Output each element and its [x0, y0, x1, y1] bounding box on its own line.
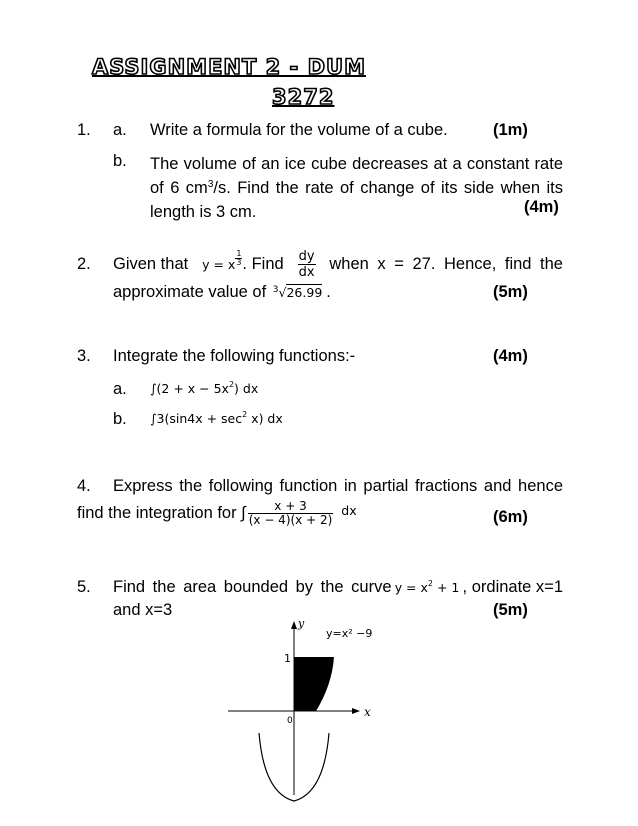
q3-number: 3. [77, 347, 91, 365]
q1a-marks: (1m) [493, 121, 528, 139]
q5-text-1: Find the area bounded by the curve [113, 578, 392, 596]
q2-root-sign: √ [278, 285, 287, 300]
q5-number: 5. [77, 578, 91, 596]
q2-number: 2. [77, 255, 91, 273]
q2-exp-num: 1 [236, 248, 242, 258]
q1b-superscript: 3 [207, 179, 214, 190]
q2-dy: dy [298, 248, 315, 264]
q3a-expression [150, 381, 258, 396]
q4-dx: dx [341, 503, 357, 518]
q2-line-2 [113, 283, 331, 302]
q5-curve [395, 580, 460, 595]
q1-number: 1. [77, 121, 91, 139]
q3b-expr-part2: x) dx [247, 411, 283, 426]
q4-line-2 [77, 500, 357, 527]
q3b-label: b. [113, 410, 127, 428]
q5-curve-sup: 2 [427, 579, 433, 588]
q3a-label: a. [113, 380, 127, 398]
tick-label-1: 1 [284, 652, 291, 665]
q2-derivative [298, 249, 316, 280]
x-axis-label: x [364, 705, 371, 719]
q3a-expr-part2: ) dx [234, 381, 259, 396]
origin-label: 0 [287, 716, 293, 726]
q1a-label: a. [113, 121, 127, 139]
q1a-text: Write a formula for the volume of a cube. [150, 121, 448, 139]
q2-approx-text: approximate value of [113, 283, 267, 301]
q3b-expr-part1: ∫3(sin4x + sec [150, 411, 243, 426]
q2-dx: dx [298, 264, 315, 280]
x-axis-arrow [352, 708, 360, 714]
q1b-marks: (4m) [524, 198, 559, 216]
q4-frac-num: x + 3 [248, 500, 334, 514]
q3a-expr-part1: ∫(2 + x − 5x [150, 381, 229, 396]
q2-line-1 [113, 246, 563, 282]
y-axis-label: y [298, 617, 305, 630]
q2-eq-y: y = x [202, 256, 236, 272]
q1b-text [150, 152, 563, 224]
q2-when-text: when x = 27. Hence, find the [329, 254, 563, 273]
q2-find: . Find [242, 254, 284, 273]
q4-frac-den: (x − 4)(x + 2) [248, 513, 333, 527]
q5-marks: (5m) [493, 601, 528, 619]
q5-text-3: and x=3 [113, 601, 173, 619]
q4-number: 4. [77, 477, 91, 495]
q2-given-that: Given that [113, 254, 189, 273]
q4-text-2: find the integration for ∫ [77, 504, 246, 522]
q3-text: Integrate the following functions:- [113, 347, 356, 365]
q2-marks: (5m) [493, 283, 528, 301]
q3b-sup: 2 [242, 410, 248, 419]
q1b-label: b. [113, 152, 127, 170]
q2-exp-den: 3 [236, 257, 242, 267]
curve-label: y=x² −9 [326, 627, 373, 640]
q2-root-value: 26.99 [286, 285, 323, 300]
q3-marks: (4m) [493, 347, 528, 365]
q4-fraction [248, 500, 334, 527]
q5-curve-tail: + 1 [433, 580, 460, 595]
q1b-text-part1: The volume of an ice cube decreases at a constant rate of 6 cm [150, 155, 563, 197]
q2-cube-root [273, 285, 326, 300]
y-axis-arrow [291, 621, 297, 629]
title-line-2: 3272 [272, 85, 335, 109]
q5-curve-main: y = x [394, 580, 428, 595]
q4-marks: (6m) [493, 508, 528, 526]
q3a-sup: 2 [228, 380, 235, 389]
q4-text-1: Express the following function in partial fractions and hence [113, 477, 563, 495]
q2-period: . [326, 283, 331, 301]
area-figure [226, 615, 426, 815]
title-line-1: ASSIGNMENT 2 - DUM [92, 55, 366, 79]
q2-equation [202, 248, 284, 274]
shaded-area [294, 657, 334, 711]
q5-text-2: , ordinate x=1 [462, 578, 563, 596]
q2-exponent [235, 250, 242, 267]
q5-line-1 [113, 578, 563, 597]
q1b-text-part2: /s. Find the rate of change of its side when its length is 3 cm. [150, 179, 563, 221]
q3b-expression [150, 411, 283, 426]
q2-root-index: 3 [272, 285, 279, 295]
